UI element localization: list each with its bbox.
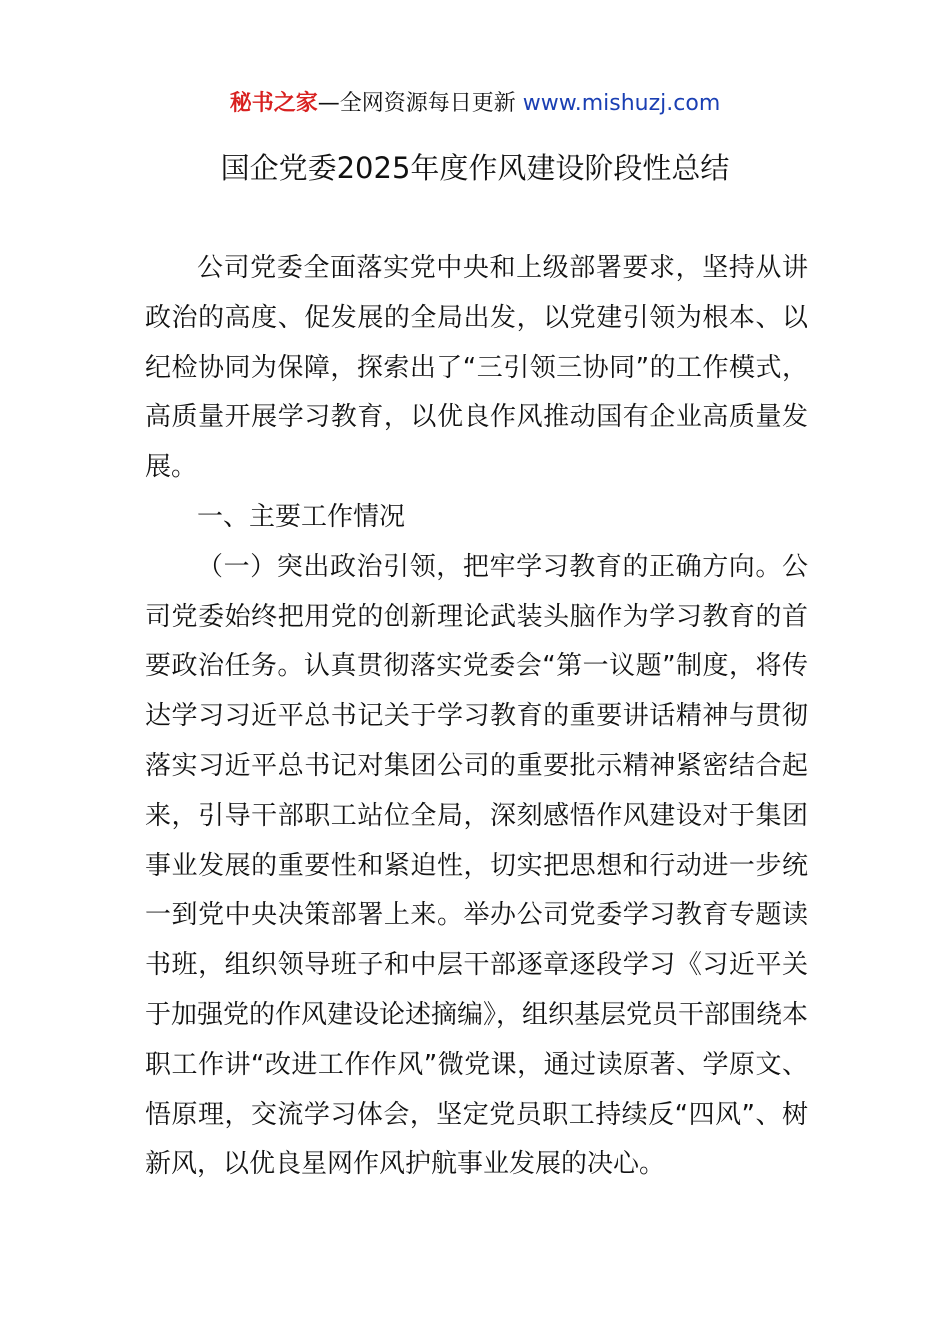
document-title: 国企党委2025年度作风建设阶段性总结 (220, 151, 730, 185)
intro-paragraph: 公司党委全面落实党中央和上级部署要求，坚持从讲政治的高度、促发展的全局出发，以党建引领为根本、以纪检协同为保障，探索出了“三引领三协同”的工作模式，高质量开展学习教育，以优良作风推动国有企业高质量发展。 (145, 253, 808, 483)
site-url-link[interactable]: www.mishuzj.com (522, 91, 721, 116)
section-heading: 一、主要工作情况 (197, 501, 406, 532)
document-body (145, 244, 808, 1190)
site-tagline: —全网资源每日更新 (317, 91, 516, 116)
site-header (0, 88, 950, 120)
site-brand: 秘书之家 (229, 91, 318, 116)
body-paragraph: （一）突出政治引领，把牢学习教育的正确方向。公司党委始终把用党的创新理论武装头脑作为学习教育的首要政治任务。认真贯彻落实党委会“第一议题”制度，将传达学习习近平总书记关于学习教育的重要讲话精神与贯彻落实习近平总书记对集团公司的重要批示精神紧密结合起来，引导干部职工站位全局，深刻感悟作风建设对于集团事业发展的重要性和紧迫性，切实把思想和行动进一步统一到党中央决策部署上来。举办公司党委学习教育专题读书班，组织领导班子和中层干部逐章逐段学习《习近平关于加强党的作风建设论述摘编》，组织基层党员干部围绕本职工作讲“改进工作作风”微党课，通过读原著、学原文、悟原理，交流学习体会，坚定党员职工持续反“四风”、树新风，以优良星网作风护航事业发展的决心。 (145, 551, 809, 1180)
